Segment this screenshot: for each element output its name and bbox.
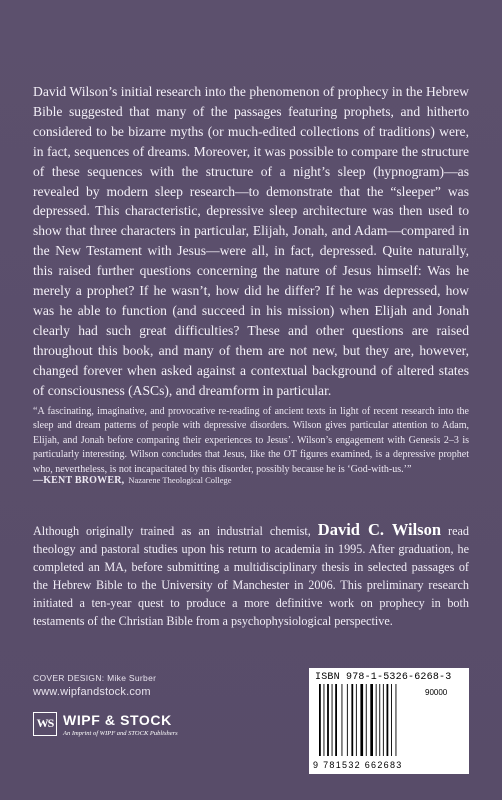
- credits: [33, 673, 156, 698]
- book-description: David Wilson’s initial research into the phenomenon of prophecy in the Hebrew Bible suggested that many of the passages featuring prophets, and hitherto considered to be bizarre myths (or much-edited collections of traditions) were, in fact, sequences of dreams. Moreover, it was possible to compare the structure of these sequences with the structure of a night’s sleep (hypnogram)—as revealed by modern sleep research—to demonstrate that the “sleeper” was depressed. This characteristic, depressive sleep architecture was then used to show that three characters in particular, Elijah, Jonah, and Adam—compared in the New Testament with Jesus—were all, in fact, depressed. Quite naturally, this raised further questions concerning the nature of Jesus himself: Was he merely a prophet? If he wasn’t, how did he differ? If he was depressed, how was he able to function (and succeed in his mission) when Elijah and Jonah clearly had such great difficulties? These and other questions are raised throughout this book, and many of them are not new, but they are, however, changed forever when asked against a contextual background of altered states of consciousness (ASCs), and dreamform in particular.: [33, 84, 469, 398]
- author-bio-text: read theology and pastoral studies upon his return to academia in 1995. After graduation, he completed an MA, before submitting a multidisciplinary thesis in selected passages of the Hebrew Bible to the University of Manchester in 2006. This preliminary research initiated a ten-year quest to produce a more definitive work on prophecy in both testaments of the Christian Bible from a psychophysiological perspective.: [33, 524, 470, 628]
- publisher-subtitle: An Imprint of WIPF and STOCK Publishers: [63, 730, 178, 737]
- price-code: 90000: [425, 688, 448, 697]
- author-bio-intro: Although originally trained as an industrial chemist,: [33, 524, 311, 538]
- publisher-logo: WS: [33, 712, 57, 736]
- publisher-name: WIPF & STOCK: [63, 712, 172, 728]
- author-name: David C. Wilson: [317, 520, 442, 539]
- endorser-affiliation: Nazarene Theological College: [128, 475, 232, 485]
- publisher-website: www.wipfandstock.com: [33, 686, 151, 698]
- endorser-name: —KENT BROWER,: [33, 475, 125, 486]
- author-bio: [33, 521, 469, 630]
- endorser: [33, 475, 469, 486]
- isbn-number: ISBN 978-1-5326-6268-3: [315, 672, 452, 683]
- barcode-digits: 9 781532 662683: [313, 760, 403, 770]
- isbn-barcode: [309, 668, 469, 774]
- cover-design-credit: COVER DESIGN: Mike Surber: [33, 673, 157, 683]
- endorsement-quote: “A fascinating, imaginative, and provocative re-reading of ancient texts in light of recent research into the sleep and dream patterns of people with depressive disorders. Wilson gives particular attention to Adam, Elijah, and Jonah before comparing their experiences to Jesus’. Wilson’s engagement with Genesis 2–3 is particularly interesting. Wilson concludes that Jesus, like the OT figures examined, is a depressive prophet who, nevertheless, is not incapacitated by this disorder, possibly because he is ‘God-with-us.’”: [33, 406, 469, 475]
- publisher-imprint: [33, 712, 233, 742]
